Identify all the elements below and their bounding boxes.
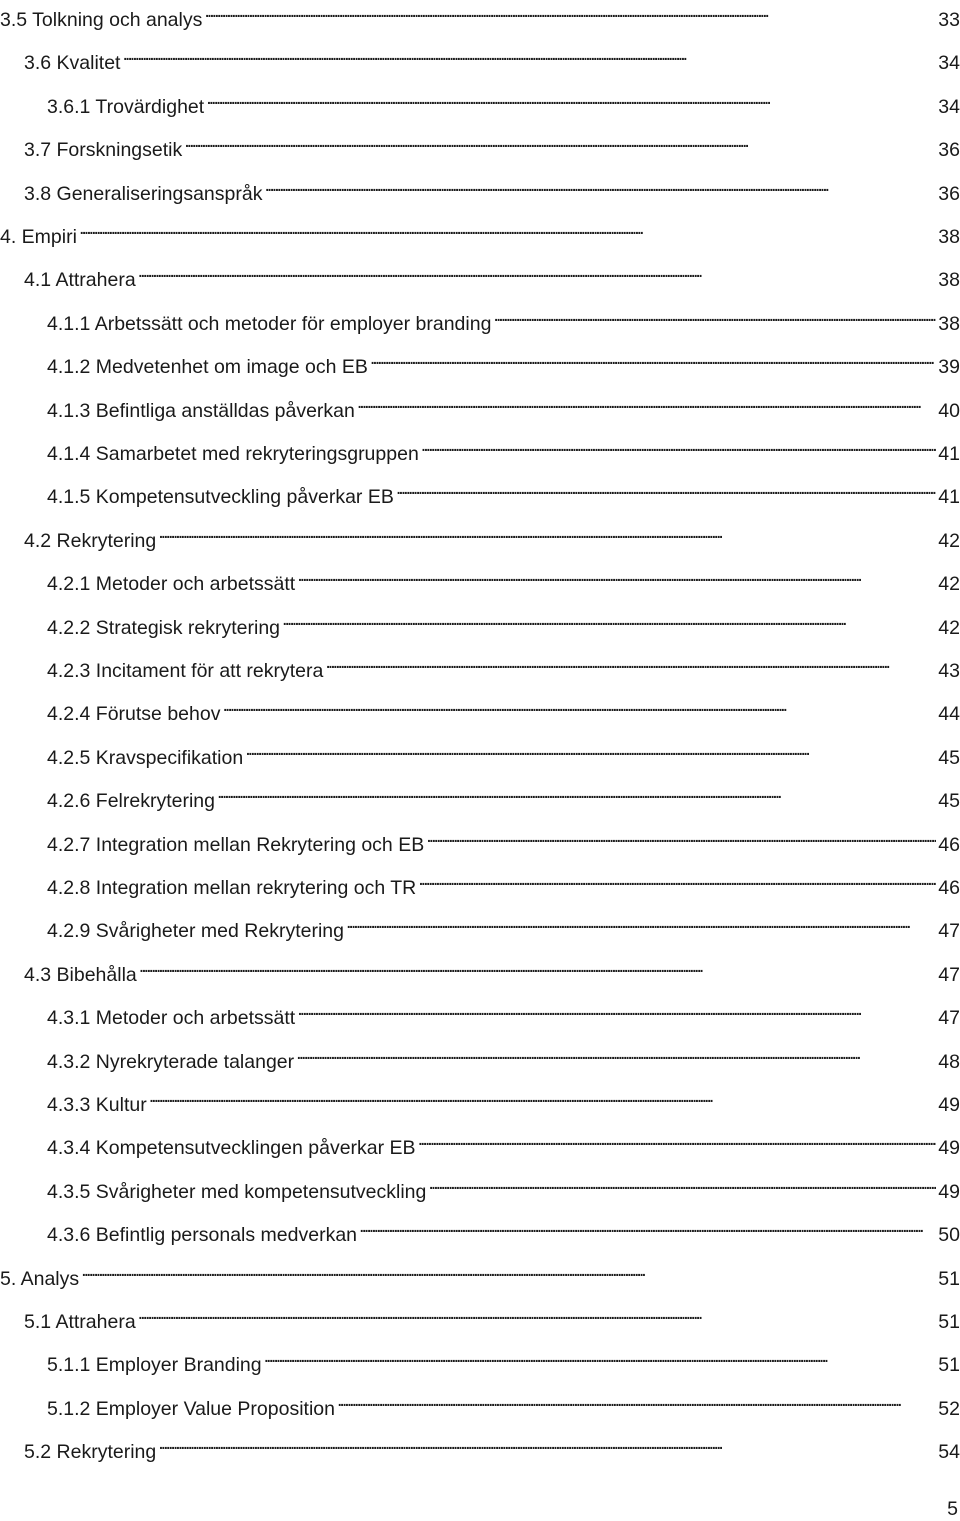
toc-entry[interactable] xyxy=(0,1255,960,1290)
toc-entry-label: 4.1.1 Arbetssätt och metoder för employer branding xyxy=(47,312,492,335)
toc-entry-page: 36 xyxy=(938,182,960,205)
toc-dot-leader xyxy=(357,387,936,417)
toc-entry-page: 47 xyxy=(938,963,960,986)
toc-entry-label: 4.1 Attrahera xyxy=(24,269,136,292)
toc-entry-page: 47 xyxy=(938,920,960,943)
toc-entry-label: 5.1 Attrahera xyxy=(24,1311,136,1333)
toc-dot-leader xyxy=(337,1385,936,1415)
toc-entry-page: 33 xyxy=(938,9,960,31)
toc-entry[interactable] xyxy=(0,1081,960,1116)
toc-dot-leader xyxy=(158,1428,936,1458)
toc-entry-page: 51 xyxy=(938,1354,960,1377)
toc-entry-label: 4.2.7 Integration mellan Rekrytering och EB xyxy=(47,833,425,856)
toc-entry-label: 4.3.5 Svårigheter med kompetensutveckling xyxy=(47,1180,427,1203)
toc-entry[interactable] xyxy=(0,213,960,248)
toc-entry[interactable] xyxy=(0,690,960,726)
toc-dot-leader xyxy=(204,0,936,26)
toc-entry-page: 50 xyxy=(938,1224,960,1247)
toc-entry-page: 42 xyxy=(938,573,960,596)
toc-entry-page: 51 xyxy=(938,1267,960,1290)
toc-entry-page: 41 xyxy=(938,443,960,465)
toc-dot-leader xyxy=(396,473,936,503)
toc-dot-leader xyxy=(138,1298,937,1328)
toc-dot-leader xyxy=(346,907,936,937)
toc-entry[interactable] xyxy=(0,387,960,422)
page-number: 5 xyxy=(947,1498,958,1520)
toc-dot-leader xyxy=(426,821,936,851)
toc-dot-leader xyxy=(296,1038,936,1068)
toc-entry[interactable] xyxy=(0,343,960,379)
toc-entry-page: 43 xyxy=(938,660,960,682)
toc-entry-label: 4.1.4 Samarbetet med rekryteringsgruppen xyxy=(47,443,419,465)
toc-entry-page: 34 xyxy=(938,95,960,118)
toc-dot-leader xyxy=(149,1081,937,1111)
toc-entry-page: 49 xyxy=(938,1180,960,1203)
toc-entry-page: 45 xyxy=(938,746,960,769)
toc-dot-leader xyxy=(79,213,936,243)
toc-entry-label: 4.2.3 Incitament för att rekrytera xyxy=(47,660,324,682)
toc-entry-label: 4.2.8 Integration mellan rekrytering och TR xyxy=(47,877,417,899)
toc-dot-leader xyxy=(139,951,937,981)
toc-entry[interactable] xyxy=(0,83,960,118)
toc-entry-label: 5.1.1 Employer Branding xyxy=(47,1354,262,1377)
toc-entry-page: 49 xyxy=(938,1094,960,1116)
toc-entry[interactable] xyxy=(0,734,960,769)
toc-entry-page: 45 xyxy=(938,790,960,813)
toc-dot-leader xyxy=(428,1168,936,1198)
toc-entry[interactable] xyxy=(0,1038,960,1073)
toc-entry-label: 4.2.2 Strategisk rekrytering xyxy=(47,616,281,639)
toc-dot-leader xyxy=(264,170,936,200)
toc-entry-page: 47 xyxy=(938,1007,960,1030)
toc-dot-leader xyxy=(217,777,936,807)
toc-entry-label: 4.1.3 Befintliga anställdas påverkan xyxy=(47,399,355,422)
toc-entry[interactable] xyxy=(0,994,960,1030)
toc-entry-page: 34 xyxy=(938,52,960,75)
toc-dot-leader xyxy=(138,256,937,286)
toc-entry-label: 3.6.1 Trovärdighet xyxy=(47,95,205,118)
toc-entry-label: 3.8 Generaliseringsanspråk xyxy=(24,182,263,205)
toc-entry-page: 36 xyxy=(938,139,960,162)
toc-dot-leader xyxy=(370,343,936,373)
toc-entry[interactable] xyxy=(0,604,960,639)
toc-entry-label: 4.1.2 Medvetenhet om image och EB xyxy=(47,356,368,379)
toc-entry-page: 41 xyxy=(938,486,960,509)
toc-entry-page: 54 xyxy=(938,1441,960,1464)
toc-dot-leader xyxy=(325,647,936,677)
toc-entry[interactable] xyxy=(0,647,960,682)
toc-entry-page: 51 xyxy=(938,1311,960,1333)
toc-entry-page: 38 xyxy=(938,226,960,248)
toc-dot-leader xyxy=(122,39,936,69)
toc-dot-leader xyxy=(81,1255,936,1285)
toc-entry[interactable] xyxy=(0,170,960,205)
toc-entry[interactable] xyxy=(0,256,960,292)
toc-entry[interactable] xyxy=(0,473,960,509)
toc-entry-label: 3.5 Tolkning och analys xyxy=(0,9,203,31)
toc-dot-leader xyxy=(359,1211,936,1241)
toc-entry-page: 38 xyxy=(938,312,960,335)
toc-dot-leader xyxy=(222,690,936,720)
toc-entry[interactable] xyxy=(0,430,960,465)
toc-dot-leader xyxy=(418,1124,937,1154)
toc-entry-label: 5.2 Rekrytering xyxy=(24,1441,157,1464)
toc-entry-label: 5.1.2 Employer Value Proposition xyxy=(47,1397,335,1420)
toc-dot-leader xyxy=(158,517,936,547)
toc-entry-label: 4.3.6 Befintlig personals medverkan xyxy=(47,1224,358,1247)
toc-entry-page: 44 xyxy=(938,703,960,726)
toc-dot-leader xyxy=(421,430,937,460)
toc-entry-page: 52 xyxy=(938,1397,960,1420)
toc-entry[interactable] xyxy=(0,1428,960,1464)
toc-entry-label: 5. Analys xyxy=(0,1267,80,1290)
toc-entry-page: 48 xyxy=(938,1050,960,1073)
toc-entry[interactable] xyxy=(0,300,960,335)
toc-entry-page: 49 xyxy=(938,1137,960,1160)
toc-entry[interactable] xyxy=(0,1341,960,1377)
toc-entry-label: 4.3.2 Nyrekryterade talanger xyxy=(47,1050,295,1073)
toc-entry[interactable] xyxy=(0,560,960,596)
toc-entry-page: 40 xyxy=(938,399,960,422)
toc-entry-label: 4.2.4 Förutse behov xyxy=(47,703,221,726)
toc-entry-label: 4.2.1 Metoder och arbetssätt xyxy=(47,573,296,596)
toc-entry-label: 4.3.1 Metoder och arbetssätt xyxy=(47,1007,296,1030)
toc-entry[interactable] xyxy=(0,1298,960,1333)
toc-entry[interactable] xyxy=(0,951,960,986)
toc-entry[interactable] xyxy=(0,821,960,856)
toc-entry-label: 4.3.3 Kultur xyxy=(47,1094,147,1116)
toc-entry[interactable] xyxy=(0,864,960,899)
toc-dot-leader xyxy=(245,734,936,764)
toc-entry-page: 42 xyxy=(938,616,960,639)
toc-entry-label: 3.6 Kvalitet xyxy=(24,52,121,75)
toc-entry-page: 42 xyxy=(938,529,960,552)
toc-entry-label: 4.2 Rekrytering xyxy=(24,529,157,552)
toc-entry[interactable] xyxy=(0,0,960,31)
toc-dot-leader xyxy=(264,1341,937,1371)
toc-entry-label: 4.2.9 Svårigheter med Rekrytering xyxy=(47,920,344,943)
toc-entry-page: 38 xyxy=(938,269,960,292)
toc-dot-leader xyxy=(418,864,936,894)
toc-entry[interactable] xyxy=(0,777,960,813)
toc-entry[interactable] xyxy=(0,907,960,943)
toc-entry-page: 46 xyxy=(938,833,960,856)
toc-entry[interactable] xyxy=(0,126,960,162)
toc-dot-leader xyxy=(493,300,936,330)
toc-entry[interactable] xyxy=(0,39,960,75)
toc-entry-label: 4.2.6 Felrekrytering xyxy=(47,790,215,813)
toc-entry[interactable] xyxy=(0,517,960,552)
toc-entry[interactable] xyxy=(0,1211,960,1247)
toc-entry[interactable] xyxy=(0,1168,960,1203)
toc-dot-leader xyxy=(282,604,936,634)
toc-entry[interactable] xyxy=(0,1385,960,1420)
toc-dot-leader xyxy=(297,994,936,1024)
toc-entry-page: 39 xyxy=(938,356,960,379)
toc-entry-label: 4.2.5 Kravspecifikation xyxy=(47,746,244,769)
toc-entry-label: 3.7 Forskningsetik xyxy=(24,139,183,162)
toc-dot-leader xyxy=(184,126,936,156)
toc-entry-label: 4.1.5 Kompetensutveckling påverkar EB xyxy=(47,486,394,509)
toc-entry[interactable] xyxy=(0,1124,960,1160)
toc-entry-label: 4.3 Bibehålla xyxy=(24,963,137,986)
toc-dot-leader xyxy=(206,83,936,113)
toc-entry-label: 4. Empiri xyxy=(0,226,77,248)
toc-entry-label: 4.3.4 Kompetensutvecklingen påverkar EB xyxy=(47,1137,416,1160)
toc-dot-leader xyxy=(297,560,936,590)
toc-entry-page: 46 xyxy=(938,877,960,899)
